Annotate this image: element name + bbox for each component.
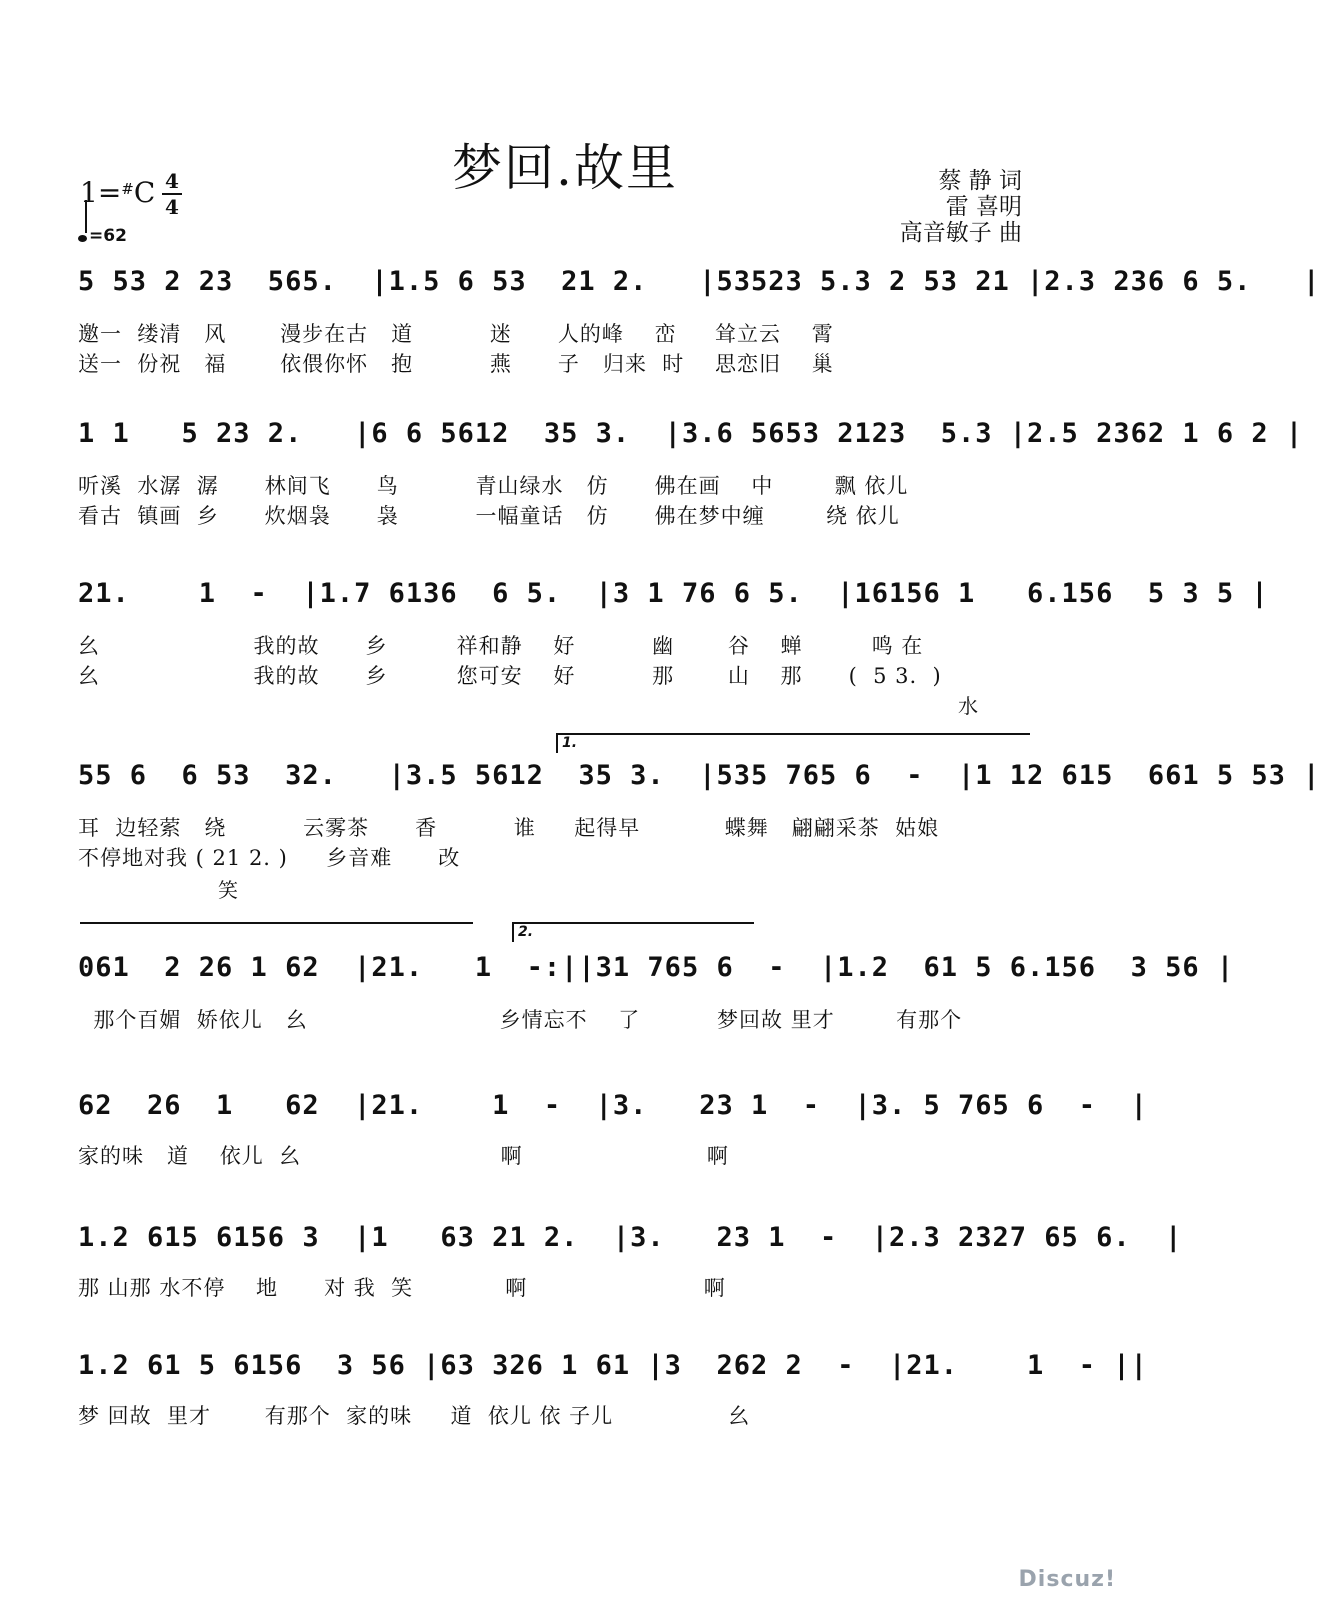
time-signature — [162, 170, 182, 218]
lyric-verse-2: 送一 份祝 福 依偎你怀 抱 燕 子 归来 时 思恋旧 巢 — [78, 352, 834, 376]
tempo-marking — [78, 226, 127, 246]
score-system-3 — [78, 570, 1269, 720]
notation-line: 55 6 6 53 32. |3.5 5612 35 3. |535 765 6 - |1 12 615 661 5 53 | — [78, 760, 1320, 791]
time-top: 4 — [165, 169, 179, 193]
lyric-verse-1: 家的味 道 依儿 幺 啊 啊 — [78, 1144, 729, 1168]
lyricist: 蔡 静 词 — [938, 168, 1022, 194]
credits — [900, 168, 1022, 246]
lyric-verse-1: 幺 我的故 乡 祥和静 好 幽 谷 蝉 鸣 在 — [78, 634, 924, 658]
score-system-2 — [78, 410, 1304, 530]
key-note: C — [133, 176, 156, 209]
lyric-verse-2: 看古 镇画 乡 炊烟袅 袅 一幅童话 仿 佛在梦中缠 绕 依儿 — [78, 504, 900, 528]
notation-line: 1.2 615 6156 3 |1 63 21 2. |3. 23 1 - |2.3 2327 65 6. | — [78, 1222, 1183, 1253]
notation-line: 061 2 26 1 62 |21. 1 -:||31 765 6 - |1.2 61 5 6.156 3 56 | — [78, 952, 1235, 983]
sharp-sign: # — [121, 180, 134, 198]
score-system-8 — [78, 1342, 1148, 1442]
score-system-4 — [78, 752, 1320, 902]
lyric-verse-1: 梦 回故 里才 有那个 家的味 道 依儿 依 子儿 幺 — [78, 1404, 751, 1428]
lyric-extra: 笑 — [218, 878, 238, 902]
lyric-verse-1: 听溪 水潺 潺 林间飞 鸟 青山绿水 仿 佛在画 中 飘 依儿 — [78, 474, 909, 498]
lyric-verse-1: 那个百媚 娇依儿 幺 乡情忘不 了 梦回故 里才 有那个 — [78, 1008, 963, 1032]
first-ending-bracket: 1. — [556, 733, 1030, 753]
notation-line: 21. 1 - |1.7 6136 6 5. |3 1 76 6 5. |16156 1 6.156 5 3 5 | — [78, 578, 1269, 609]
notation-line: 1.2 61 5 6156 3 56 |63 326 1 61 |3 262 2 - |21. 1 - || — [78, 1350, 1148, 1381]
score-system-1 — [78, 258, 1320, 378]
watermark: Discuz! — [1018, 1567, 1116, 1592]
lyric-verse-2: 不停地对我 ( 21 2. ) 乡音难 改 — [78, 846, 461, 870]
composer: 高音敏子 曲 — [899, 220, 1022, 246]
score-system-6 — [78, 1082, 1148, 1182]
song-title: 梦回.故里 — [452, 139, 678, 197]
lyric-verse-1: 邀一 缕清 风 漫步在古 道 迷 人的峰 峦 耸立云 霄 — [78, 322, 834, 346]
first-ending-continuation — [80, 922, 473, 924]
tempo-value: =62 — [89, 226, 127, 246]
notation-line: 5 53 2 23 565. |1.5 6 53 21 2. |53523 5.3 2 53 21 |2.3 236 6 5. | — [78, 266, 1320, 297]
co-lyricist: 雷 喜明 — [945, 194, 1022, 220]
quarter-note-icon — [78, 235, 87, 242]
second-ending-bracket: 2. — [512, 922, 754, 942]
lyric-extra: 水 — [958, 694, 978, 718]
lyric-verse-2: 幺 我的故 乡 您可安 好 那 山 那 ( 5 3. ) — [78, 664, 942, 688]
lyric-verse-1: 那 山那 水不停 地 对 我 笑 啊 啊 — [78, 1276, 726, 1300]
key-signature — [80, 176, 155, 209]
notation-line: 62 26 1 62 |21. 1 - |3. 23 1 - |3. 5 765 6 - | — [78, 1090, 1148, 1121]
key-label: 1= — [80, 176, 122, 209]
lyric-verse-1: 耳 边轻萦 绕 云雾茶 香 谁 起得早 蝶舞 翩翩采茶 姑娘 — [78, 816, 940, 840]
notation-line: 1 1 5 23 2. |6 6 5612 35 3. |3.6 5653 2123 5.3 |2.5 2362 1 6 2 | — [78, 418, 1304, 449]
score-system-5 — [78, 944, 1235, 1044]
score-system-7 — [78, 1214, 1183, 1314]
time-bottom: 4 — [165, 195, 179, 219]
